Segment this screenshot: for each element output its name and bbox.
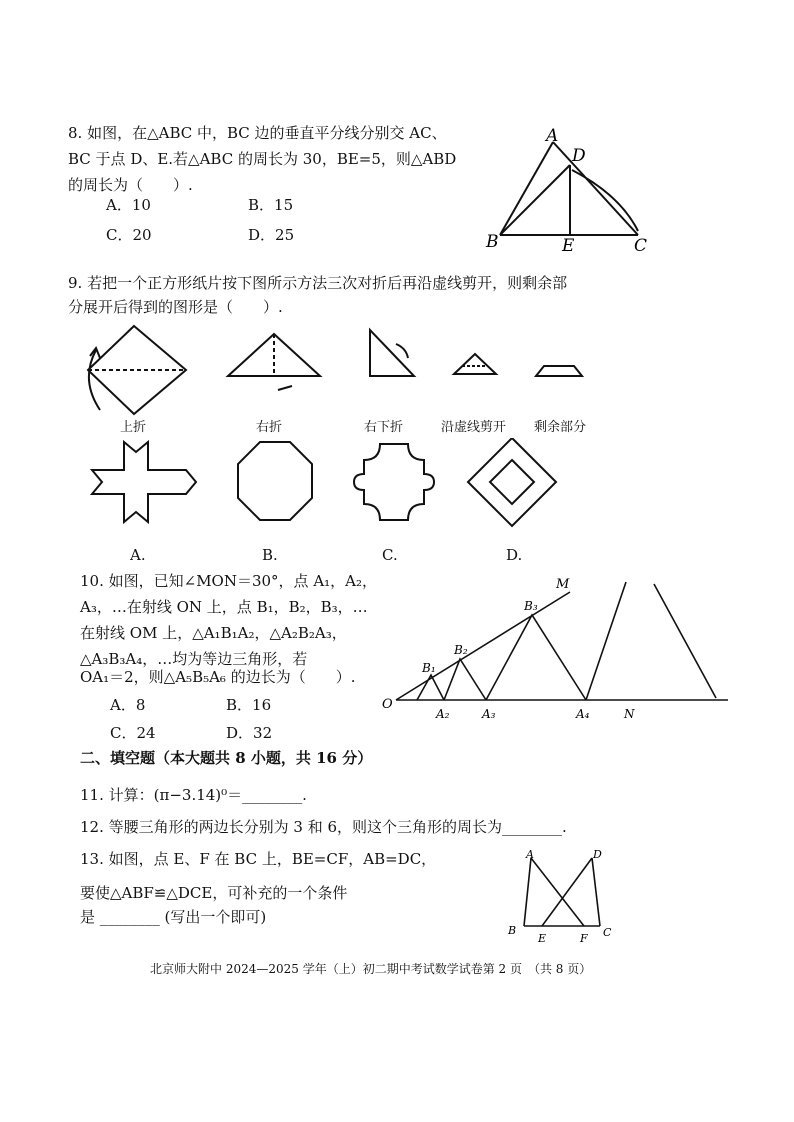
q10-line4: △A₃B₃A₄，…均为等边三角形，若 [80, 650, 308, 668]
q8-line2: BC 于点 D、E.若△ABC 的周长为 30，BE=5，则△ABD [68, 150, 457, 168]
q10-ray-om [396, 592, 570, 700]
q10-option-b: B．16 [226, 696, 272, 714]
q13-segment-de [542, 858, 592, 926]
q8-option-a: A．10 [106, 196, 151, 214]
q10-label-b2: B₂ [454, 643, 468, 657]
q10-triangle-4-left [586, 582, 626, 700]
q9-option-d-outer [468, 438, 556, 526]
q10-label-a3: A₃ [482, 707, 496, 721]
q9-option-a-shape [92, 442, 196, 522]
q9-option-d-inner [490, 460, 534, 504]
q9-step-label-5: 剩余部分 [534, 420, 587, 435]
q9-option-b-shape [238, 442, 312, 520]
q9-step-label-3: 右下折 [364, 420, 404, 435]
q8-label-b: B [486, 232, 499, 252]
q8-option-d: D．25 [248, 226, 295, 244]
q10-triangle-3 [486, 615, 586, 700]
q8-line3: 的周长为（ ）. [68, 176, 193, 194]
q8-line1: 8. 如图，在△ABC 中，BC 边的垂直平分线分别交 AC、 [68, 124, 447, 142]
q13-figure [506, 846, 618, 946]
q9-step-label-1: 上折 [120, 420, 147, 435]
q8-label-a: A [546, 126, 559, 146]
q10-line5: OA₁＝2，则△A₅B₅A₆ 的边长为（ ）. [80, 668, 356, 686]
q13-label-c: C [603, 926, 612, 939]
q9-step4-triangle [454, 354, 496, 374]
q12-text: 12. 等腰三角形的两边长分别为 3 和 6，则这个三角形的周长为________. [80, 818, 567, 836]
q13-label-a: A [526, 848, 534, 861]
q8-arc-mark [572, 170, 638, 231]
q13-line2: 要使△ABF≌△DCE，可补充的一个条件 [80, 884, 348, 902]
q10-label-b3: B₃ [524, 599, 538, 613]
q10-label-b1: B₁ [422, 661, 436, 675]
q8-label-e: E [562, 236, 575, 255]
q9-option-a: A. [130, 546, 146, 564]
q8-label-d: D [572, 146, 586, 166]
q9-option-c-shape [354, 444, 434, 520]
q10-triangle-2 [444, 659, 486, 700]
q10-label-m: M [556, 577, 570, 592]
q10-label-n: N [624, 707, 635, 721]
q10-option-c: C．24 [110, 724, 156, 742]
q9-step2-mark [278, 386, 292, 390]
q9-option-c: C. [382, 546, 398, 564]
page-footer: 北京师大附中 2024—2025 学年（上）初二期中考试数学试卷第 2 页 （共 8 页） [150, 962, 592, 976]
q11-text: 11. 计算：(π−3.14)⁰＝________. [80, 786, 307, 804]
q9-option-b: B. [262, 546, 278, 564]
q8-triangle-figure [480, 125, 660, 255]
q10-label-o: O [382, 697, 393, 712]
q9-step-label-2: 右折 [256, 420, 283, 435]
q13-label-f: F [580, 932, 588, 945]
q10-label-a4: A₄ [576, 707, 590, 721]
q9-option-d: D. [506, 546, 523, 564]
q13-line3: 是 ________ (写出一个即可) [80, 908, 267, 926]
q8-side-ac [553, 142, 638, 235]
q9-step5-trapezoid [536, 366, 582, 376]
q8-label-c: C [634, 236, 648, 255]
q13-segment-dc [592, 858, 600, 926]
q8-option-c: C．20 [106, 226, 152, 244]
q13-label-e: E [538, 932, 547, 945]
q10-figure [376, 574, 730, 724]
q9-folding-steps [70, 320, 610, 420]
q9-answer-shapes [90, 438, 570, 530]
q9-line1: 9. 若把一个正方形纸片按下图所示方法三次对折后再沿虚线剪开，则剩余部 [68, 274, 568, 292]
q10-option-d: D．32 [226, 724, 273, 742]
q13-segment-ab [524, 858, 531, 926]
q9-step-label-4: 沿虚线剪开 [441, 420, 507, 435]
q13-label-d: D [593, 848, 602, 861]
q10-triangle-4-right [654, 584, 716, 698]
q9-step3-arrow [396, 344, 408, 358]
q10-line1: 10. 如图，已知∠MON＝30°，点 A₁，A₂， [80, 572, 378, 590]
q10-line3: 在射线 OM 上，△A₁B₁A₂，△A₂B₂A₃， [80, 624, 347, 642]
q10-label-a2: A₂ [436, 707, 450, 721]
q13-label-b: B [508, 924, 517, 937]
q8-side-ab [500, 142, 553, 235]
q13-line1: 13. 如图，点 E、F 在 BC 上，BE=CF，AB=DC， [80, 850, 437, 868]
q10-line2: A₃，…在射线 ON 上，点 B₁，B₂，B₃，… [80, 598, 368, 616]
q9-line2: 分展开后得到的图形是（ ）. [68, 298, 283, 316]
q10-option-a: A．8 [110, 696, 146, 714]
section2-heading: 二、填空题（本大题共 8 小题，共 16 分） [80, 749, 373, 767]
q8-option-b: B．15 [248, 196, 294, 214]
q13-segment-af [531, 858, 584, 926]
